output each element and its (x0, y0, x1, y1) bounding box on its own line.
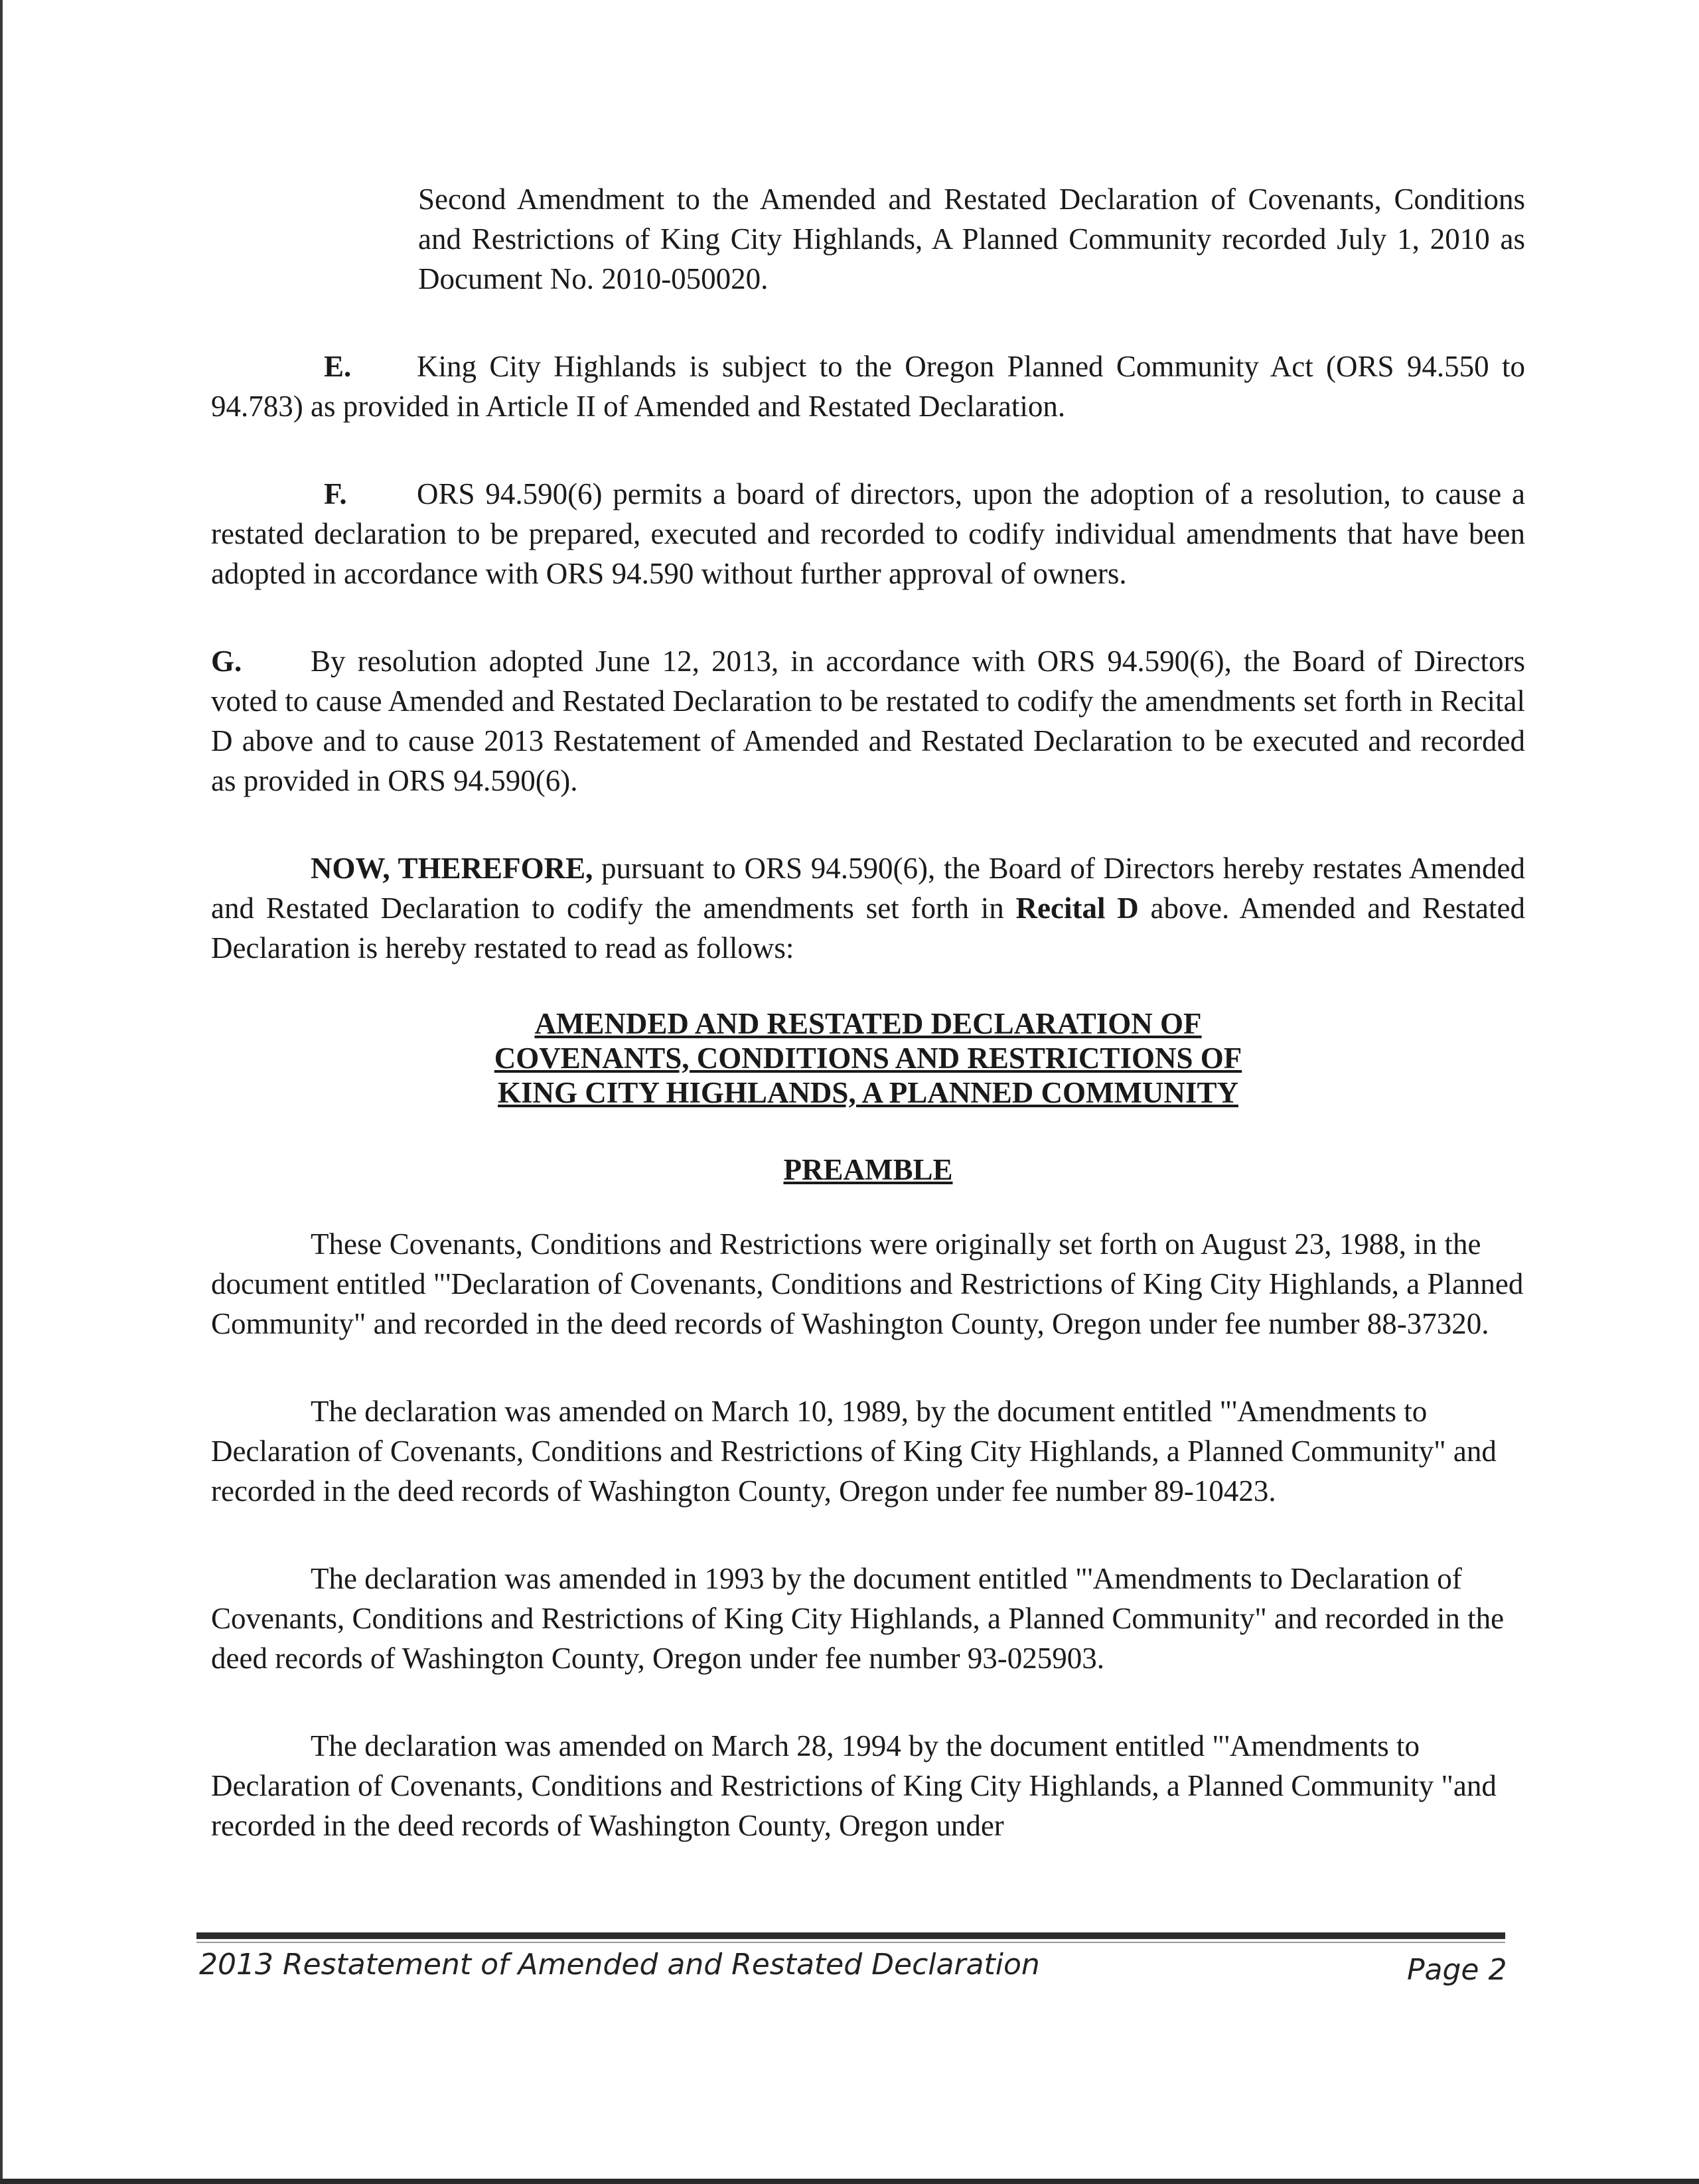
recital-g-text: By resolution adopted June 12, 2013, in accordance with ORS 94.590(6), the Board of Directors voted to cause Amended and Restated Declaration to be restated to codify the amendments set forth in Recital D above and to cause 2013 Restatement of Amended and Restated Declaration to be executed and recorded as provided in ORS 94.590(6). (211, 645, 1525, 797)
now-therefore-text-after: above. Amended and Restated Declaration is hereby restated to read as follows: (211, 892, 1525, 965)
preamble-paragraph-4: The declaration was amended on March 28, 1994 by the document entitled "'Amendments to Declaration of Covenants, Conditions and Restrictions of King City Highlands, a Planned Community "and recorded in the deed records of Washington County, Oregon under (211, 1729, 1497, 1842)
now-therefore-text-before: pursuant to ORS 94.590(6), the Board of Directors hereby restates Amended and Restated Declaration to codify the amendments set forth in (211, 852, 1525, 925)
footer-rule (196, 1932, 1505, 1939)
preamble-paragraph-3: The declaration was amended in 1993 by the document entitled "'Amendments to Declaration of Covenants, Conditions and Restrictions of King City Highlands, a Planned Community" and recorded in the deed records of Washington County, Oregon under fee number 93-025903. (211, 1562, 1505, 1675)
footer-page-number: Page 2 (1407, 1953, 1507, 1987)
recital-e (211, 347, 1525, 426)
scan-edge-left (0, 0, 3, 2184)
recital-f-label: F. (324, 477, 347, 510)
document-page (211, 179, 1525, 1845)
now-therefore-lead: NOW, THEREFORE, (311, 852, 593, 885)
scan-edge-bottom (0, 2179, 1699, 2184)
heading-line-3: KING CITY HIGHLANDS, A PLANNED COMMUNITY (498, 1076, 1238, 1109)
recital-e-text: King City Highlands is subject to the Oregon Planned Community Act (ORS 94.550 to 94.783) as provided in Article II of Amended and Restated Declaration. (211, 350, 1525, 423)
recital-f (211, 474, 1525, 593)
recital-f-text: ORS 94.590(6) permits a board of directors, upon the adoption of a resolution, to cause a restated declaration to be prepared, executed and recorded to codify individual amendments that have been adopted in accordance with ORS 94.590 without further approval of owners. (211, 477, 1525, 590)
recital-g-label: G. (211, 645, 242, 678)
footer-document-title: 2013 Restatement of Amended and Restated Declaration (199, 1948, 1040, 1982)
preamble-paragraph-1: These Covenants, Conditions and Restrictions were originally set forth on August 23, 1988, in the document entitled "'Declaration of Covenants, Conditions and Restrictions of King City Highlands, a Planned Community" and recorded in the deed records of Washington County, Oregon under fee number 88-37320. (211, 1227, 1524, 1340)
declaration-heading (211, 1006, 1525, 1110)
preamble-paragraph-2: The declaration was amended on March 10, 1989, by the document entitled "'Amendments to Declaration of Covenants, Conditions and Restrictions of King City Highlands, a Planned Community" and recorded in the deed records of Washington County, Oregon under fee number 89-10423. (211, 1395, 1497, 1508)
preamble-title: PREAMBLE (783, 1153, 953, 1186)
recital-g (211, 641, 1525, 801)
recital-e-label: E. (324, 350, 352, 383)
recital-d-reference: Recital D (1015, 892, 1139, 925)
heading-line-1: AMENDED AND RESTATED DECLARATION OF (534, 1007, 1202, 1040)
heading-line-2: COVENANTS, CONDITIONS AND RESTRICTIONS OF (494, 1042, 1242, 1075)
now-therefore-paragraph (211, 848, 1525, 968)
footer-rule-thin (196, 1942, 1505, 1943)
continuation-paragraph: Second Amendment to the Amended and Restated Declaration of Covenants, Conditions and Restrictions of King City Highlands, A Planned Community recorded July 1, 2010 as Document No. 2010-050020. (418, 183, 1525, 295)
